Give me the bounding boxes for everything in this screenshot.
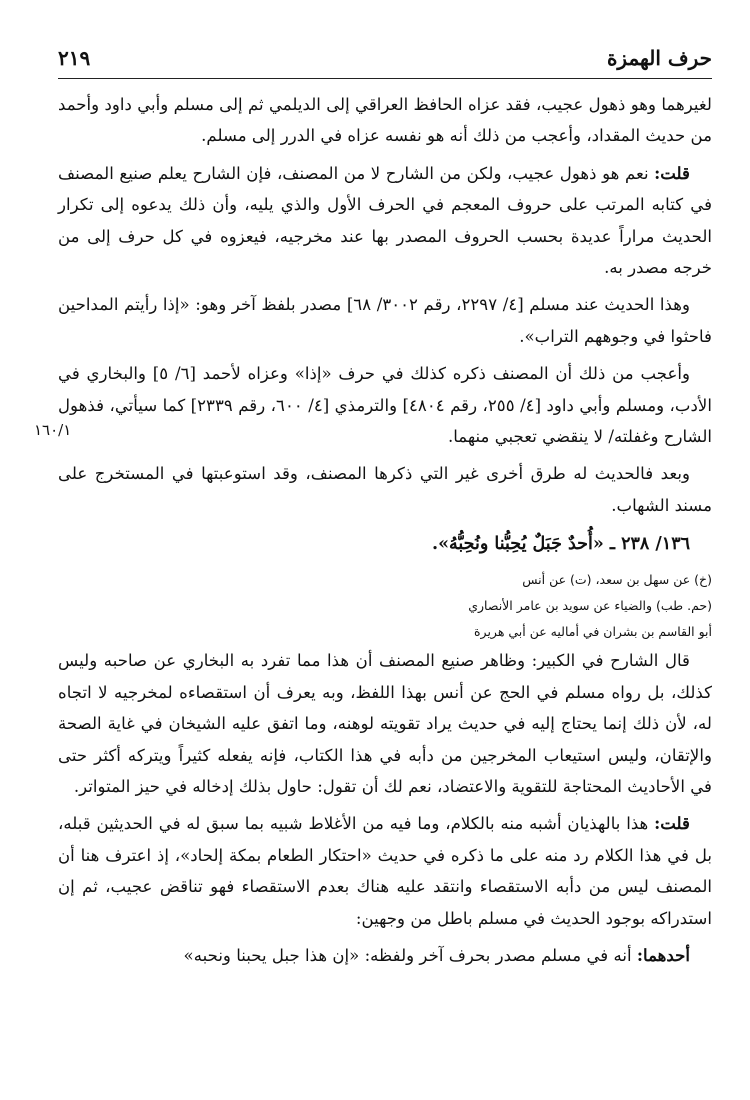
lead-word: قلت: [654,813,690,834]
paragraph-7 [58,808,712,934]
paragraph-3: وهذا الحديث عند مسلم [٤/ ٢٢٩٧، رقم ٣٠٠٢/ ٦٨] مصدر بلفظ آخر وهو: «إذا رأيتم المداحين فاحثوا في وجوههم التراب». [58,295,712,346]
page-body [34,79,712,971]
paragraph-2 [58,158,712,284]
page-header [58,38,712,79]
paragraph-8 [58,940,712,971]
paragraph-text: وأعجب من ذلك أن المصنف ذكره كذلك في حرف «إذا» وعزاه لأحمد [٦/ ٥] والبخاري في الأدب، ومسلم وأبي داود [٤/ ٢٥٥، رقم ٤٨٠٤] والترمذي [٤/ ٦٠٠، رقم ٢٣٣٩] كما سيأتي، فذهول الشارح وغفلته/ لا ينقضي تعجبي منهما. [58,364,712,447]
paragraph-6: قال الشارح في الكبير: وظاهر صنيع المصنف أن هذا مما تفرد به البخاري عن صاحبه وليس كذلك، بل رواه مسلم في الحج عن أنس بهذا اللفظ، وبه يعرف أن استقصاءه لمخرجيه لا اتجاه له، لأن ذلك إنما يحتاج إليه في حديث يراد تقويته لوهنه، وما اتفق عليه الشيخان في غاية الصحة والإتقان، وليس استيعاب المخرجين من دأبه في هذا الكتاب، فإنه يفعله كثيراً ويتركه أكثر حتى في الأحاديث المحتاجة للتقوية والاعتضاد، نعم لك أن تقول: حاول بذلك إدخاله في حيز المتواتر. [58,651,712,796]
paragraph-5: وبعد فالحديث له طرق أخرى غير التي ذكرها المصنف، وقد استوعبتها في المستخرج على مسند الشهاب. [58,464,712,515]
paragraph-4 [34,358,712,452]
source-line: (حم. طب) والضياء عن سويد بن عامر الأنصاري [468,598,712,614]
source-line: (خ) عن سهل بن سعد، (ت) عن أنس [522,572,712,588]
chapter-title: حرف الهمزة [606,46,712,70]
lead-word: قلت: [654,162,690,183]
page-number: ٢١٩ [58,46,91,70]
margin-note: ١٦٠/١ [34,421,72,440]
paragraph-1: لغيرهما وهو ذهول عجيب، فقد عزاه الحافظ العراقي إلى الديلمي ثم إلى مسلم وأبي داود وأحمد من حديث المقداد، وأعجب من ذلك أنه هو نفسه عزاه في الدرر إلى مسلم. [58,95,712,146]
paragraph-text: هذا بالهذيان أشبه منه بالكلام، وما فيه من الأغلاط شبيه بما سبق له في الحديثين قبله، بل في هذا الكلام رد منه على ما ذكره في حديث «احتكار الطعام بمكة إلحاد»، إذ اعترف هنا أن المصنف ليس من دأبه الاستقصاء وانتقد عليه هناك بعدم الاستقصاء فهو تناقض عجيب، ثم إن استدراكه بوجود الحديث في مسلم باطل من وجهين: [58,814,712,928]
hadith-heading: ١٣٦/ ٢٣٨ ـ «أُحدٌ جَبَلٌ يُحِبُّنا ونُحِبُّهُ». [431,534,690,555]
paragraph-text: نعم هو ذهول عجيب، ولكن من الشارح لا من المصنف، فإن الشارح يعلم صنيع المصنف في كتابه المرتب على حروف المعجم في الحرف الأول والذي يليه، وأن ذلك يدعوه إلى تكرار الحديث مراراً عديدة بحسب الحروف المصدر بها عند مخرجيه، فيعزوه في كل حرف إلى من خرجه مصدر به. [58,163,712,278]
paragraph-text: أنه في مسلم مصدر بحرف آخر ولفظه: «إن هذا جبل يحبنا ونحبه» [183,945,637,965]
source-line: أبو القاسم بن بشران في أماليه عن أبي هريرة [474,624,712,640]
lead-word: أحدهما: [636,944,690,965]
book-page [34,38,712,1078]
